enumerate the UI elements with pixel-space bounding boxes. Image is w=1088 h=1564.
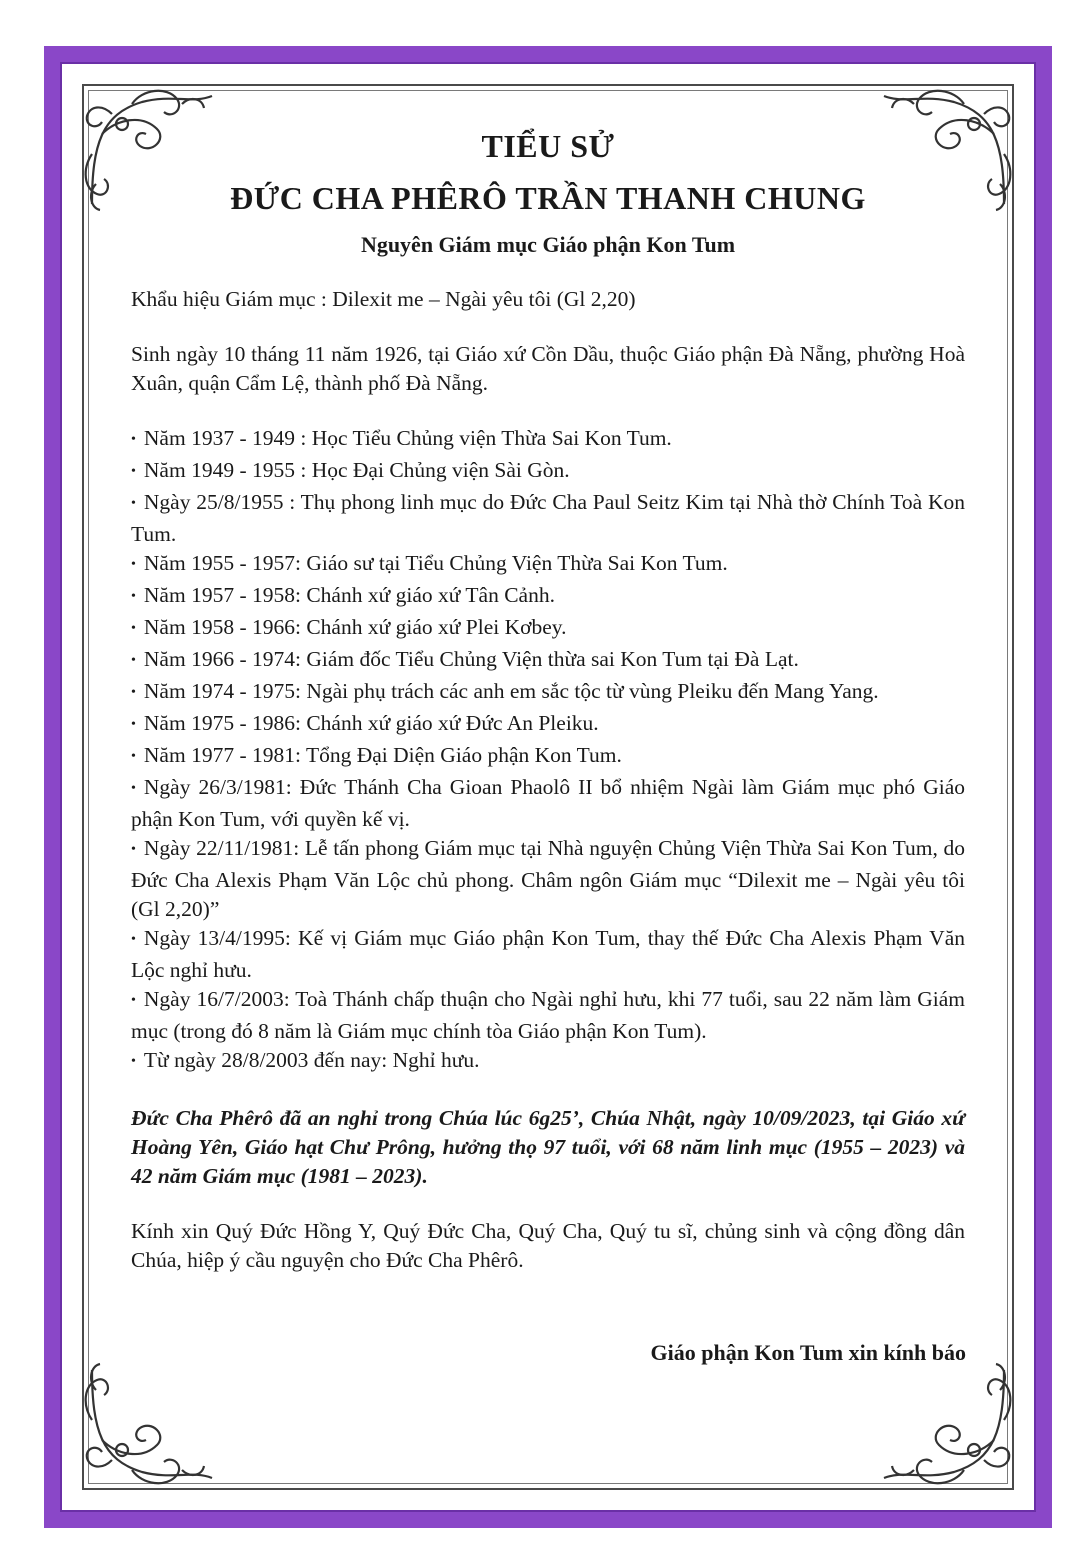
bullet-icon: •	[131, 653, 136, 668]
bullet-icon: •	[131, 781, 136, 796]
bullet-icon: •	[131, 1054, 136, 1069]
bullet-icon: •	[131, 557, 136, 572]
ornament-corner-bottom-right	[874, 1350, 1024, 1500]
signature: Giáo phận Kon Tum xin kính báo	[650, 1340, 966, 1365]
timeline-item: • Năm 1958 - 1966: Chánh xứ giáo xứ Plei Kơbey.	[131, 615, 567, 639]
birth-info: Sinh ngày 10 tháng 11 năm 1926, tại Giáo xứ Cồn Dầu, thuộc Giáo phận Đà Nẵng, phường Hoà Xuân, quận Cẩm Lệ, thành phố Đà Nẵng.	[131, 342, 965, 395]
bullet-icon: •	[131, 932, 136, 947]
timeline-item: • Năm 1949 - 1955 : Học Đại Chủng viện Sài Gòn.	[131, 458, 570, 482]
timeline-item: • Năm 1957 - 1958: Chánh xứ giáo xứ Tân Cảnh.	[131, 583, 555, 607]
timeline-item: • Năm 1966 - 1974: Giám đốc Tiểu Chủng Viện thừa sai Kon Tum tại Đà Lạt.	[131, 647, 799, 671]
timeline-item: • Ngày 22/11/1981: Lễ tấn phong Giám mục tại Nhà nguyện Chủng Viện Thừa Sai Kon Tum, do Đức Cha Alexis Phạm Văn Lộc chủ phong. Châm ngôn Giám mục “Dilexit me – Ngài yêu tôi (Gl 2,20)”	[131, 836, 965, 921]
timeline-item: • Năm 1937 - 1949 : Học Tiểu Chủng viện Thừa Sai Kon Tum.	[131, 426, 672, 450]
timeline-item: • Năm 1955 - 1957: Giáo sư tại Tiểu Chủng Viện Thừa Sai Kon Tum.	[131, 551, 728, 575]
title-line-1: TIỂU SỬ	[481, 128, 615, 164]
timeline-list	[131, 424, 965, 1078]
bullet-icon: •	[131, 749, 136, 764]
bullet-icon: •	[131, 589, 136, 604]
timeline-item: • Năm 1977 - 1981: Tổng Đại Diện Giáo phận Kon Tum.	[131, 743, 622, 767]
subtitle: Nguyên Giám mục Giáo phận Kon Tum	[360, 232, 736, 257]
bullet-icon: •	[131, 717, 136, 732]
ornament-corner-bottom-left	[72, 1350, 222, 1500]
bullet-icon: •	[131, 842, 136, 857]
timeline-item: • Ngày 26/3/1981: Đức Thánh Cha Gioan Phaolô II bổ nhiệm Ngài làm Giám mục phó Giáo phận Kon Tum, với quyền kế vị.	[131, 775, 965, 831]
death-notice: Đức Cha Phêrô đã an nghỉ trong Chúa lúc 6g25’, Chúa Nhật, ngày 10/09/2023, tại Giáo xứ Hoàng Yên, Giáo hạt Chư Prông, hưởng thọ 97 tuổi, với 68 năm linh mục (1955 – 2023) và 42 năm Giám mục (1981 – 2023).	[131, 1106, 965, 1188]
timeline-item: • Ngày 25/8/1955 : Thụ phong linh mục do Đức Cha Paul Seitz Kim tại Nhà thờ Chính Toà Kon Tum.	[131, 490, 965, 546]
timeline-item: • Từ ngày 28/8/2003 đến nay: Nghỉ hưu.	[131, 1048, 480, 1072]
prayer-request: Kính xin Quý Đức Hồng Y, Quý Đức Cha, Quý Cha, Quý tu sĩ, chủng sinh và cộng đồng dân Chúa, hiệp ý cầu nguyện cho Đức Cha Phêrô.	[131, 1219, 965, 1272]
timeline-item: • Ngày 13/4/1995: Kế vị Giám mục Giáo phận Kon Tum, thay thế Đức Cha Alexis Phạm Văn Lộc nghỉ hưu.	[131, 926, 965, 982]
timeline-item: • Năm 1975 - 1986: Chánh xứ giáo xứ Đức An Pleiku.	[131, 711, 599, 735]
document-body	[131, 120, 965, 1275]
bullet-icon: •	[131, 685, 136, 700]
timeline-item: • Ngày 16/7/2003: Toà Thánh chấp thuận cho Ngài nghỉ hưu, khi 77 tuổi, sau 22 năm làm Giám mục (trong đó 8 năm là Giám mục chính tòa Giáo phận Kon Tum).	[131, 987, 965, 1043]
title-line-2: ĐỨC CHA PHÊRÔ TRẦN THANH CHUNG	[230, 180, 866, 216]
bullet-icon: •	[131, 464, 136, 479]
motto: Khẩu hiệu Giám mục : Dilexit me – Ngài yêu tôi (Gl 2,20)	[131, 287, 636, 311]
bullet-icon: •	[131, 496, 136, 511]
timeline-item: • Năm 1974 - 1975: Ngài phụ trách các anh em sắc tộc từ vùng Pleiku đến Mang Yang.	[131, 679, 879, 703]
bullet-icon: •	[131, 621, 136, 636]
bullet-icon: •	[131, 993, 136, 1008]
bullet-icon: •	[131, 432, 136, 447]
